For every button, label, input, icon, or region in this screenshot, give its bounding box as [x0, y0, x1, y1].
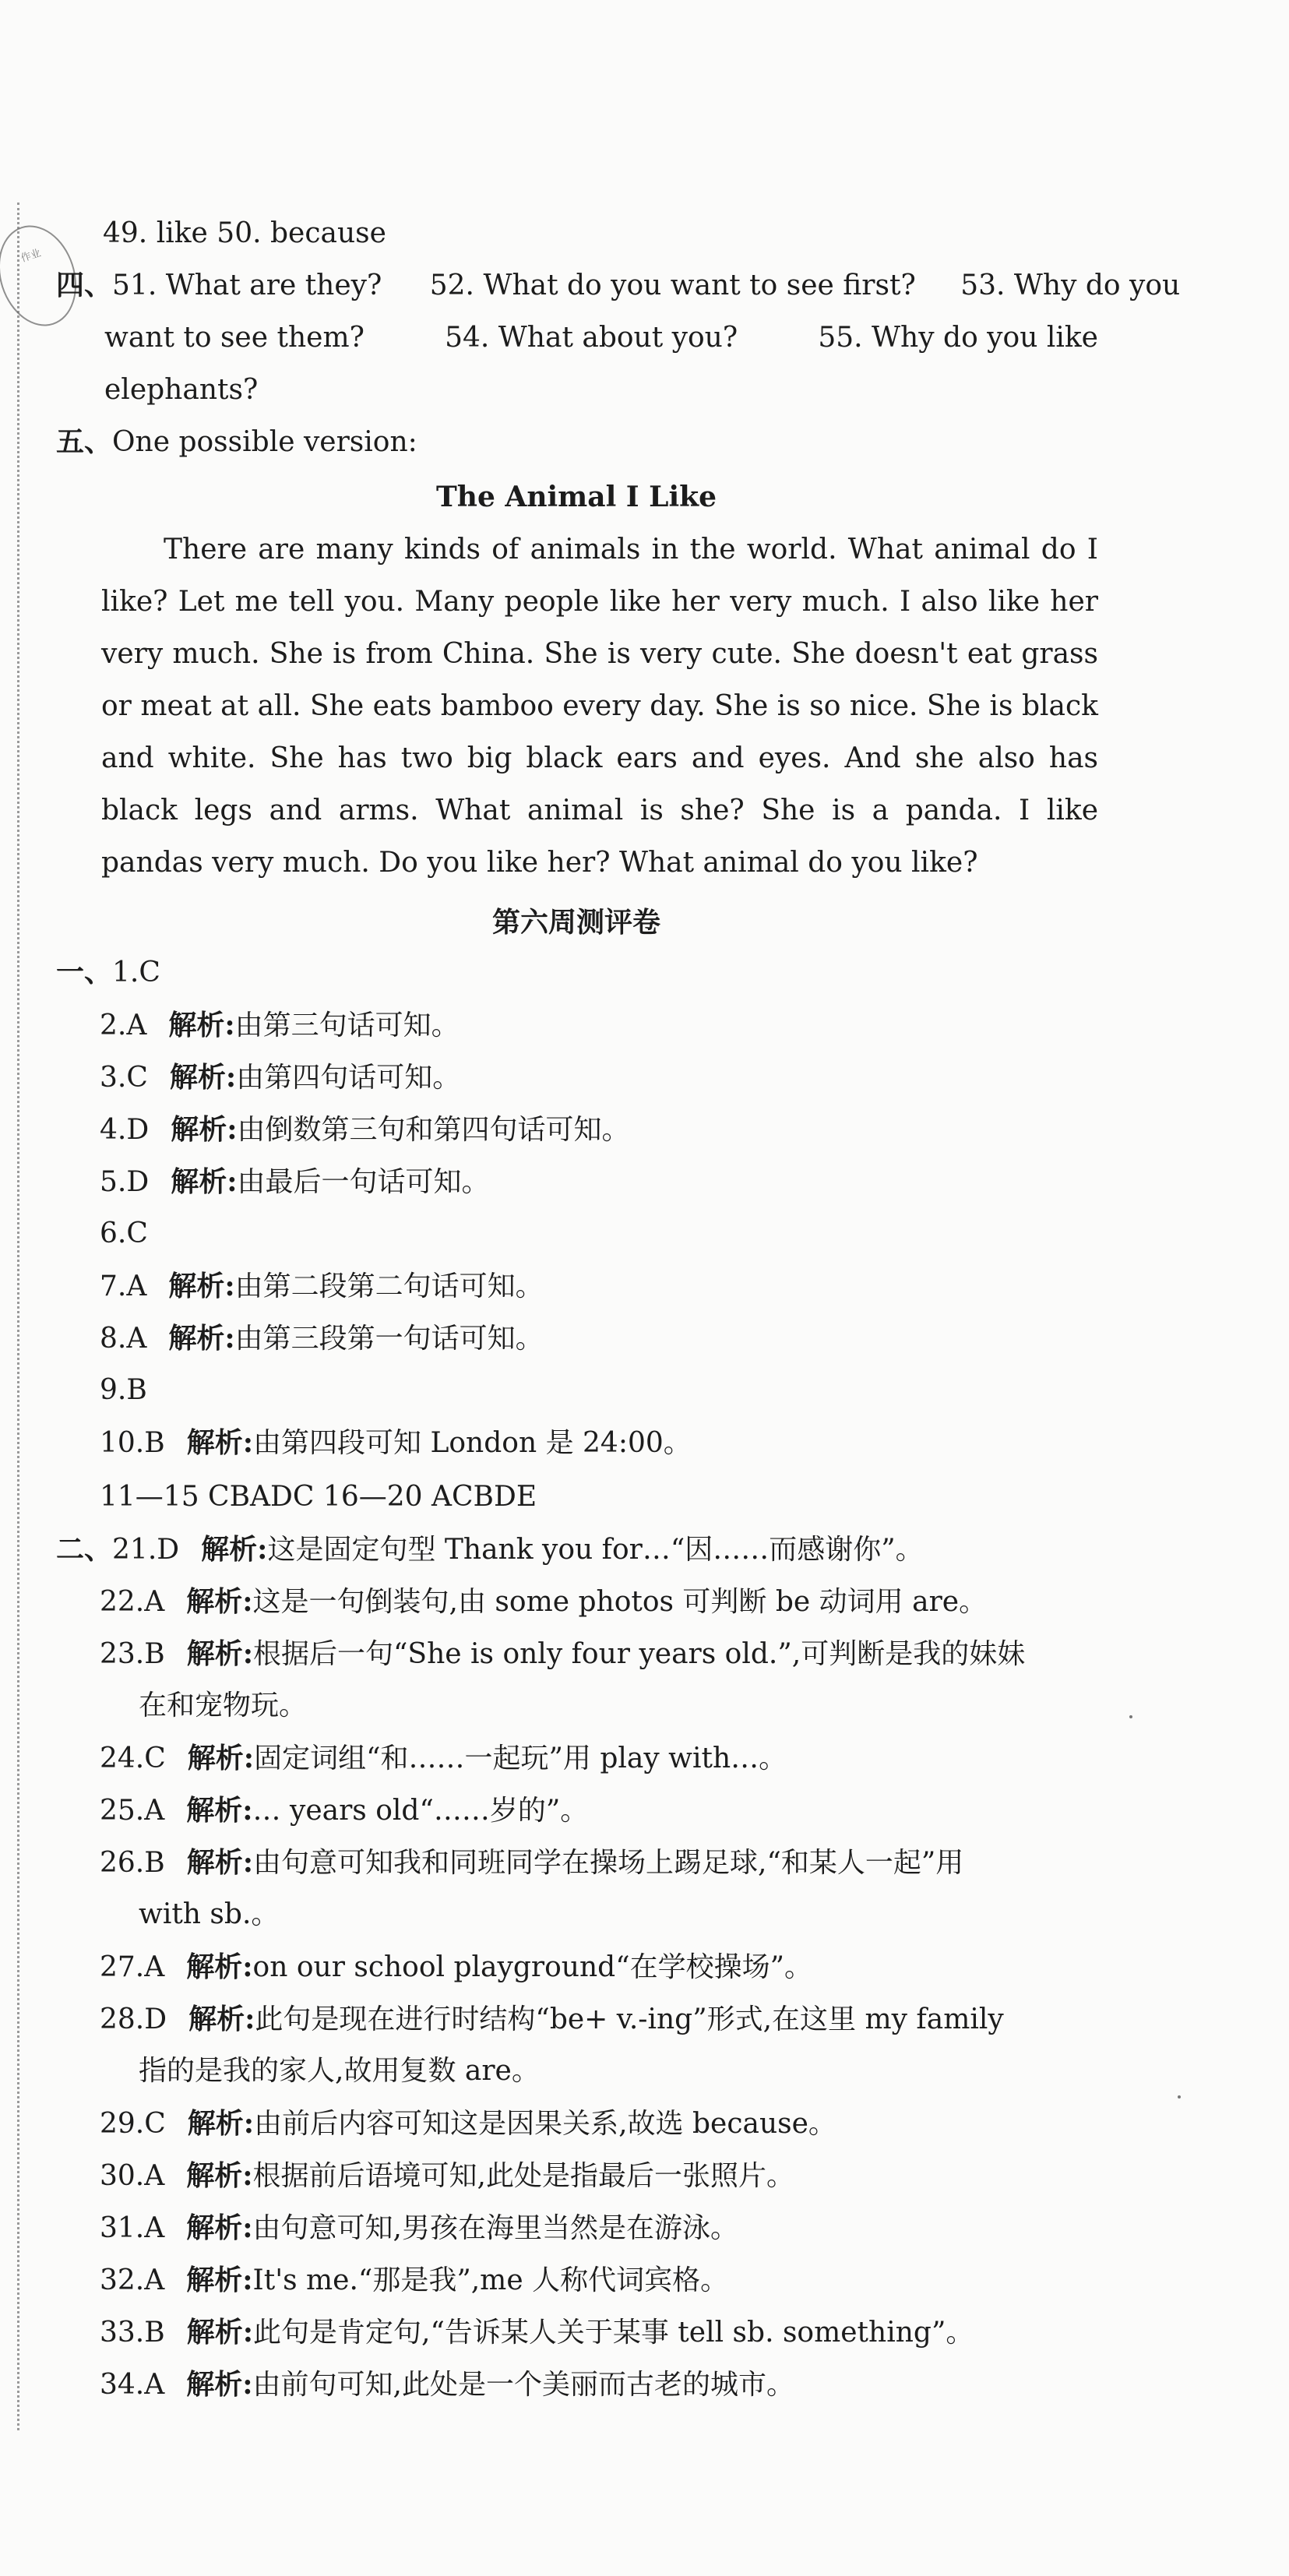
answer-line-49-50: 49. like 50. because: [103, 217, 386, 249]
analysis-label: 解析:: [186, 2264, 253, 2296]
analysis-label: 解析:: [186, 1794, 253, 1827]
analysis-label: 解析:: [188, 2003, 255, 2035]
part2-answer-row: [100, 2315, 974, 2350]
answer-number: 33.B: [100, 2317, 165, 2349]
analysis-label: 解析:: [171, 1113, 238, 1146]
answer-number: 31.A: [100, 2212, 165, 2244]
analysis-label: 解析:: [186, 1426, 254, 1459]
section-5-label: 五、: [56, 426, 113, 458]
analysis-label: 解析:: [186, 1846, 254, 1879]
section-2-label: 二、: [56, 1534, 113, 1566]
analysis-label: 解析:: [186, 1951, 253, 1983]
answer-number: 28.D: [100, 2003, 167, 2035]
binding-dotted-line: [17, 203, 19, 2430]
analysis-text: 此句是现在进行时结构“be+ v.-ing”形式,在这里 my family: [255, 2003, 1004, 2035]
answer-51: 51. What are they?: [112, 270, 382, 301]
analysis-label: 解析:: [186, 2159, 253, 2192]
part2-answer-row: [100, 2002, 1004, 2037]
analysis-text: on our school playground“在学校操场”。: [252, 1951, 813, 1983]
analysis-text: 由第三句话可知。: [234, 1010, 460, 1041]
essay-body: [101, 523, 1098, 889]
answer-55-start: 55. Why do you like: [818, 322, 1098, 354]
part1-answer-row: [100, 1165, 490, 1200]
answer-number: 7.A: [100, 1270, 147, 1302]
analysis-text: 由第四句话可知。: [236, 1062, 461, 1094]
part1-answer-row: [56, 956, 160, 990]
part1-answer-row: [100, 1112, 630, 1147]
analysis-label: 解析:: [186, 1585, 253, 1618]
part2-answer-row: [100, 1793, 588, 1828]
analysis-label: 解析:: [168, 1009, 235, 1041]
answer-number: 24.C: [100, 1743, 166, 1774]
answer-number: 30.A: [100, 2160, 165, 2192]
answer-number: 10.B: [100, 1427, 165, 1459]
analysis-text: 由前句可知,此处是一个美丽而古老的城市。: [252, 2369, 794, 2401]
analysis-text: 由第四段可知 London 是 24:00。: [253, 1427, 692, 1459]
part2-answer-row: [100, 2263, 728, 2298]
part2-answer-row: [100, 2211, 738, 2246]
analysis-text: 由最后一句话可知。: [237, 1166, 490, 1198]
answer-number: 23.B: [100, 1638, 165, 1670]
analysis-text: … years old“……岁的”。: [252, 1795, 589, 1827]
possible-version-label: One possible version:: [112, 426, 417, 458]
answer-54: 54. What about you?: [445, 322, 738, 354]
analysis-text: 由句意可知,男孩在海里当然是在游泳。: [252, 2212, 738, 2244]
analysis-text: 此句是肯定句,“告诉某人关于某事 tell sb. something”。: [253, 2317, 974, 2349]
answer-52: 52. What do you want to see first?: [429, 270, 916, 301]
part2-answer-row: [56, 1532, 924, 1567]
answer-number: 34.A: [100, 2369, 165, 2401]
analysis-label: 解析:: [201, 1533, 268, 1566]
answer-line-53-55: [104, 321, 1098, 355]
analysis-text: 根据前后语境可知,此处是指最后一张照片。: [252, 2160, 794, 2192]
part2-answer-row: [100, 1845, 963, 1880]
answer-number: 32.A: [100, 2264, 165, 2296]
analysis-text: 这是一句倒装句,由 some photos 可判断 be 动词用 are。: [252, 1586, 988, 1618]
analysis-label: 解析:: [169, 1061, 237, 1094]
answer-number: 3.C: [100, 1062, 148, 1094]
answer-number: 8.A: [100, 1323, 147, 1355]
analysis-continuation: with sb.。: [139, 1898, 280, 1930]
part1-answer-row: [100, 1060, 460, 1095]
analysis-label: 解析:: [187, 1742, 255, 1774]
part2-answer-row: [100, 1584, 987, 1619]
part1-answer-row: [100, 1321, 544, 1356]
answer-number: 5.D: [100, 1166, 150, 1198]
answer-number: 6.C: [100, 1218, 148, 1249]
analysis-continuation: 在和宠物玩。: [139, 1690, 308, 1721]
answer-number: 29.C: [100, 2108, 166, 2140]
analysis-label: 解析:: [186, 2316, 254, 2349]
part2-answer-row: [100, 1637, 1025, 1672]
part1-answer-row: [100, 1269, 544, 1304]
answer-number: 25.A: [100, 1795, 165, 1827]
analysis-text: It's me.“那是我”,me 人称代词宾格。: [252, 2264, 729, 2296]
analysis-label: 解析:: [187, 2107, 255, 2140]
answer-number: 22.A: [100, 1586, 165, 1618]
answer-line-11-20: 11—15 CBADC 16—20 ACBDE: [100, 1481, 537, 1513]
part2-answer-row: [100, 1741, 787, 1776]
part1-answer-row: [100, 1373, 147, 1408]
part2-answer-row: [100, 2158, 794, 2194]
answer-line-51-53: [56, 269, 1180, 303]
answer-55-end: elephants?: [104, 374, 259, 406]
analysis-text: 由句意可知我和同班同学在操场上踢足球,“和某人一起”用: [253, 1847, 964, 1879]
part1-answer-row: [100, 1425, 692, 1461]
answer-number: 27.A: [100, 1951, 165, 1983]
week6-test-title: 第六周测评卷: [491, 906, 660, 939]
analysis-text: 由第二段第二句话可知。: [234, 1270, 544, 1302]
answer-number: 21.D: [112, 1534, 180, 1566]
analysis-text: 由倒数第三句和第四句话可知。: [237, 1114, 630, 1146]
answer-53-end: want to see them?: [104, 322, 365, 354]
analysis-text: 由前后内容可知这是因果关系,故选 because。: [254, 2108, 836, 2140]
part2-answer-row: [100, 2367, 794, 2402]
section-5-line: [56, 425, 417, 460]
analysis-label: 解析:: [186, 2211, 253, 2244]
section-4-label: 四、: [56, 270, 113, 301]
part2-answer-row: [100, 1950, 812, 1985]
answer-number: 2.A: [100, 1010, 147, 1041]
analysis-continuation: 指的是我的家人,故用复数 are。: [139, 2055, 540, 2087]
part1-answer-row: [100, 1008, 460, 1043]
stamp-text: 作业: [19, 247, 43, 265]
analysis-label: 解析:: [171, 1165, 238, 1198]
part2-answer-row: [100, 2106, 836, 2141]
section-1-label: 一、: [56, 957, 113, 988]
answer-number: 26.B: [100, 1847, 165, 1879]
analysis-label: 解析:: [186, 2368, 253, 2401]
answer-number: 9.B: [100, 1374, 147, 1406]
answer-number: 1.C: [112, 957, 160, 988]
analysis-label: 解析:: [168, 1322, 235, 1355]
analysis-text: 由第三段第一句话可知。: [234, 1323, 544, 1355]
analysis-text: 这是固定句型 Thank you for…“因……而感谢你”。: [267, 1534, 924, 1566]
analysis-text: 固定词组“和……一起玩”用 play with…。: [254, 1743, 787, 1774]
analysis-text: 根据后一句“She is only four years old.”,可判断是我的妹妹: [253, 1638, 1026, 1670]
analysis-label: 解析:: [168, 1270, 235, 1302]
speck: [1129, 1715, 1132, 1718]
answer-number: 4.D: [100, 1114, 150, 1146]
essay-paragraph: There are many kinds of animals in the world. What animal do I like? Let me tell you. Many people like her very much. I also like her very much. She is from China. She is very cute. She doesn't eat grass or meat at all. She eats bamboo every day. She is so nice. She is black and white. She has two big black ears and eyes. And she also has black legs and arms. What animal is she? She is a panda. I like pandas very much. Do you like her? What animal do you like?: [101, 534, 1098, 879]
answer-53-start: 53. Why do you: [960, 270, 1181, 301]
speck: [1178, 2095, 1181, 2099]
analysis-label: 解析:: [186, 1637, 254, 1670]
essay-title: The Animal I Like: [435, 481, 717, 513]
part1-answer-row: [100, 1217, 148, 1251]
